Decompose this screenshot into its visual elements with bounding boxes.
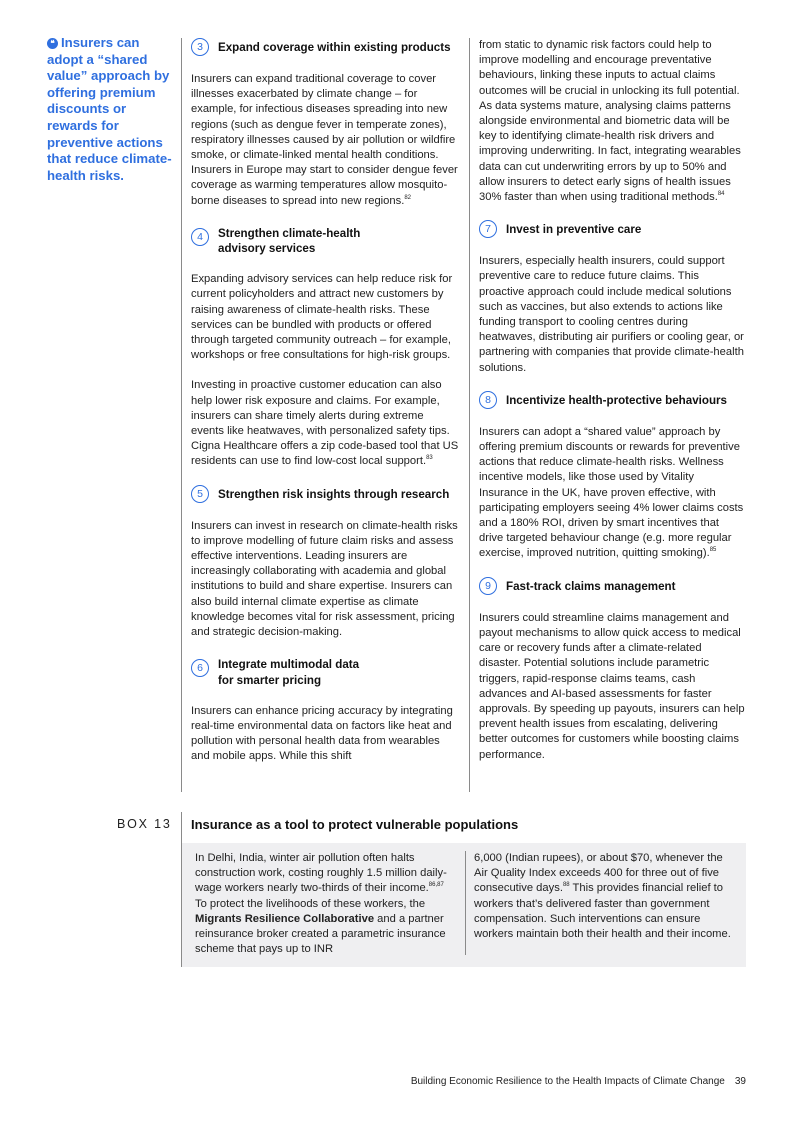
section-title: Strengthen risk insights through research <box>218 487 450 501</box>
section-8-heading <box>479 391 745 409</box>
box-column-right: 6,000 (Indian rupees), or about $70, whenever the Air Quality Index exceeds 400 for three out of five consecutive days.$^{88}$ This provides financial relief to workers that’s delivered faster than government compensation. Such interventions can ensure workers maintain both their health and their income. <box>465 851 737 955</box>
section-number-badge: 6 <box>191 659 209 677</box>
box-label: BOX 13 <box>117 817 172 831</box>
column-left <box>181 38 459 792</box>
footnote-ref: 82 <box>404 194 412 201</box>
section-7-body: Insurers, especially health insurers, could support preventive care to reduce future claims. This proactive approach could include medical solutions such as vaccines, but also extends to actions like funding transport to cooling centres during heatwaves, distributing air purifiers or cooling gear, or partnering with companies that provide climate-health solutions. <box>479 255 744 374</box>
footnote-ref: 83 <box>426 455 433 462</box>
section-title: Strengthen climate-health advisory services <box>218 226 361 256</box>
footnote-ref: 86,87 <box>428 882 444 889</box>
quote-icon: ❝ <box>47 38 58 49</box>
section-title: Expand coverage within existing products <box>218 41 451 54</box>
section-3-heading <box>191 38 459 56</box>
section-number-badge: 9 <box>479 577 497 595</box>
section-number-badge: 4 <box>191 228 209 246</box>
section-title: Fast-track claims management <box>506 579 676 593</box>
page-footer <box>411 1076 746 1087</box>
footer-title: Building Economic Resilience to the Health Impacts of Climate Change <box>410 1076 725 1087</box>
footnote-ref: 88 <box>562 882 570 889</box>
section-4-body-2: Investing in proactive customer education can also help lower risk exposure and claims. For example, insurers can share timely alerts during extreme events like heatwaves, with personalized safety tips. Cigna Healthcare offers a zip code-based tool that US residents can use to find low-cost local support.$^{83}$ <box>191 379 459 468</box>
section-6-heading <box>191 655 459 687</box>
section-title: Invest in preventive care <box>506 223 642 237</box>
column-right <box>469 38 745 792</box>
section-9-heading <box>479 577 745 595</box>
section-number-badge: 8 <box>479 391 497 409</box>
pull-quote-text: Insurers can adopt a “shared value” approach by offering premium discounts or rewards for preventive actions that reduce climate-health risks. <box>47 35 172 183</box>
section-9-body: Insurers could streamline claims management and payout mechanisms to allow quick access to medical care or recovery funds after a climate-related disaster. Potential solutions include parametric triggers, rapid-response claims teams, cash advances and AI-based assessments for faster approvals. By speeding up payouts, insurers can help prevent health issues from escalating, delivering better outcomes for customers while boosting claims performance. <box>479 611 745 761</box>
section-6-body: Insurers can enhance pricing accuracy by integrating real-time environmental data on factors like heat and pollution with personal health data from wearables and mobile apps. While this shift <box>191 704 453 763</box>
footnote-ref: 84 <box>717 191 725 198</box>
section-5-body: Insurers can invest in research on climate-health risks to improve modelling of future claim risks and assess effective interventions. Leading insurers are increasingly collaborating with academia and global institutions to build and share expertise. Insurers can also build internal climate expertise as climate knowledge becomes vital for risk assessment, pricing and strategic decision-making. <box>191 519 458 639</box>
box-title: Insurance as a tool to protect vulnerable populations <box>191 817 519 832</box>
organization-name: Migrants Resilience Collaborative <box>195 912 375 925</box>
section-4-body-1: Expanding advisory services can help reduce risk for current policyholders and attract new customers by raising awareness of climate-health risks. These services can be bundled with products or offered through targeted community outreach – for example, workshops or free consultations for high-risk groups. <box>191 273 453 362</box>
box-column-left: In Delhi, India, winter air pollution often halts construction work, costing roughly 1.5 million daily-wage workers nearly two-thirds of their income.$^{86,87}$ To protect the livelihoods of these workers, the Migrants Resilience Collaborative and a partner reinsurance broker created a parametric insurance scheme that pays up to INR <box>195 852 447 956</box>
section-3-body: Insurers can expand traditional coverage to cover illnesses exacerbated by climate change – for example, for infectious diseases spreading into new regions (such as dengue fever in temperate zones), respiratory illnesses caused by air pollution or wildfire smoke, or climate-linked mental health conditions. Insurers in Europe may start to consider dengue fever coverage as warming temperatures allow mosquito-borne diseases to spread into new regions.$^{82}$ <box>191 73 458 207</box>
section-title: Incentivize health-protective behaviours <box>506 393 727 407</box>
section-number-badge: 3 <box>191 38 209 56</box>
section-4-heading <box>191 224 459 256</box>
section-8-body: Insurers can adopt a “shared value” approach by offering premium discounts or rewards for preventive actions that reduce climate-health risks. Wellness incentive models, like those used by Vitality Insurance in the UK, have proven effective, with participating employers seeing 4% lower claims costs and a 180% ROI, driven by smart incentives that drive targeted behaviour change (e.g. more regular exercise, improved nutrition, quitting smoking).$^{85}$ <box>479 425 744 560</box>
footnote-ref: 85 <box>709 547 717 554</box>
section-title: Integrate multimodal data for smarter pricing <box>218 658 360 687</box>
section-number-badge: 5 <box>191 485 209 503</box>
section-6-body-continued: from static to dynamic risk factors could help to improve modelling and encourage preventative behaviours, linking these inputs to actual claims outcomes will be crucial in unlocking its full potential. As data systems mature, analysing claims patterns alongside environmental and biometric data will be key to identifying climate-health risk drivers and improving underwriting. In fact, integrating wearables data can cut underwriting errors by up to 50% and allow insurers to detect early signs of health issues 30% faster than when using traditional methods.$^{84}$ <box>479 39 741 204</box>
section-7-heading <box>479 220 745 238</box>
section-number-badge: 7 <box>479 220 497 238</box>
page-number: 39 <box>734 1076 746 1087</box>
pull-quote <box>47 35 175 184</box>
section-5-heading <box>191 485 459 503</box>
